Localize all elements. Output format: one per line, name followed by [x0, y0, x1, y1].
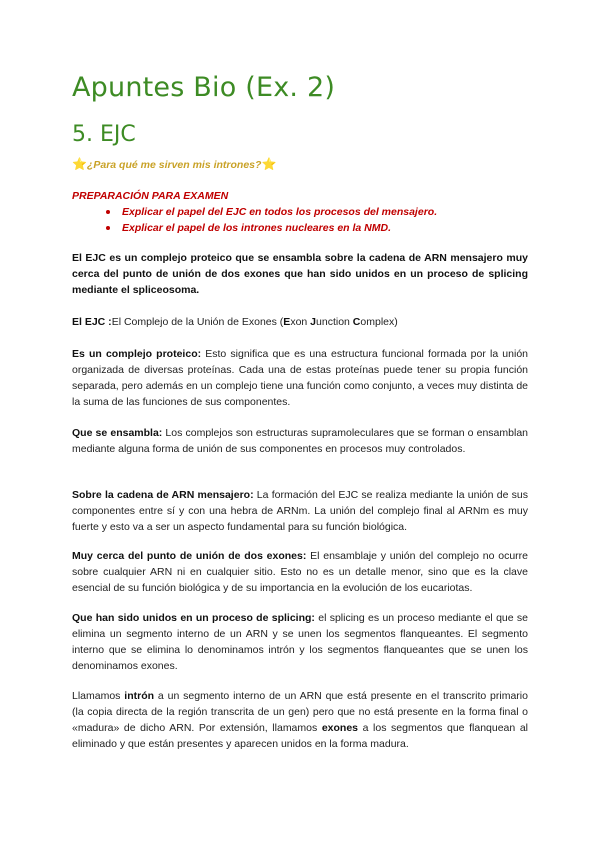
paragraph-lead: Que han sido unidos en un proceso de splicing: [72, 612, 315, 624]
ejc-text: xon [290, 316, 311, 328]
acronym-letter: J [310, 316, 317, 328]
section-heading: 5. EJC [72, 122, 136, 147]
paragraph-lead: Sobre la cadena de ARN mensajero: [72, 489, 254, 501]
ejc-text: omplex) [360, 316, 398, 328]
paragraph-text: Los complejos son estructuras supramoleculares que se forman o ensamblan mediante alguna forma de unión de sus componentes en procesos muy controlados. [72, 427, 528, 455]
paragraph-text: a un segmento interno de un ARN que está presente en el transcrito primario (la copia directa de la región transcrita de un gen) pero que no está presente en la forma final o «madura» de dicho ARN. Por extensión, llamamos [72, 690, 528, 734]
ejc-definition [72, 314, 528, 330]
ejc-text: El Complejo de la Unión de Exones ( [111, 316, 284, 328]
paragraph-complejo-proteico [72, 346, 528, 410]
paragraph-text: a los segmentos que flanquean al eliminado y que están presentes y aparecen unidos en la forma madura. [72, 722, 528, 750]
paragraph-intron-definition [72, 688, 528, 752]
paragraph-text: el splicing es un proceso mediante el que se elimina un segmento interno de un ARN y se unen los segmentos flanqueantes. El segmento interno que se elimina lo denominamos intrón y los segmentos flanqueantes que se unen los denominamos exones. [72, 612, 528, 672]
acronym-letter: C [352, 316, 361, 328]
list-item: Explicar el papel del EJC en todos los procesos del mensajero. [100, 204, 437, 220]
exam-prep-heading: PREPARACIÓN PARA EXAMEN [72, 190, 229, 202]
paragraph-lead: Es un complejo proteico: [72, 348, 202, 360]
paragraph-text: El ensamblaje y unión del complejo no ocurre sobre cualquier ARN ni en cualquier sitio. Esto no es un detalle menor, sino que es la clave esencial de su función biológica y de su importancia en la evolución de los eucariotas. [72, 550, 528, 594]
paragraph-union-exones [72, 548, 528, 596]
question-text: ¿Para qué me sirven mis intrones? [86, 159, 262, 171]
paragraph-lead: Muy cerca del punto de unión de dos exones: [72, 550, 307, 562]
question-subtitle [72, 157, 276, 171]
document-title: Apuntes Bio (Ex. 2) [72, 72, 336, 103]
term-exones: exones [321, 722, 359, 734]
paragraph-text: La formación del EJC se realiza mediante la unión de sus componentes entre sí y con una hebra de ARNm. La unión del complejo final al ARNm es muy fuerte y esto va a ser un aspecto fundamental para su función biológica. [72, 489, 528, 533]
star-icon: ⭐ [261, 157, 277, 171]
paragraph-splicing [72, 610, 528, 674]
acronym-letter: E [283, 316, 291, 328]
exam-prep-list [100, 204, 437, 236]
paragraph-cadena-arn [72, 487, 528, 535]
ejc-text: unction [316, 316, 353, 328]
paragraph-text: Esto significa que es una estructura funcional formada por la unión organizada de diversas proteínas. Cada una de estas proteínas puede tener su propia función separada, pero además en un complejo tiene una función como conjunto, a veces muy distinta de la suma de las funciones de sus componentes. [72, 348, 529, 408]
term-intron: intrón [124, 690, 155, 702]
paragraph-ensambla [72, 425, 528, 457]
paragraph-text: Llamamos [72, 690, 125, 702]
intro-paragraph: El EJC es un complejo proteico que se ensambla sobre la cadena de ARN mensajero muy cerca del punto de unión de dos exones que han sido unidos en un proceso de splicing mediante el spliceosoma. [72, 252, 528, 296]
ejc-label: El EJC : [72, 316, 112, 328]
list-item: Explicar el papel de los intrones nucleares en la NMD. [100, 220, 437, 236]
paragraph-lead: Que se ensambla: [72, 427, 163, 439]
star-icon: ⭐ [72, 157, 87, 171]
